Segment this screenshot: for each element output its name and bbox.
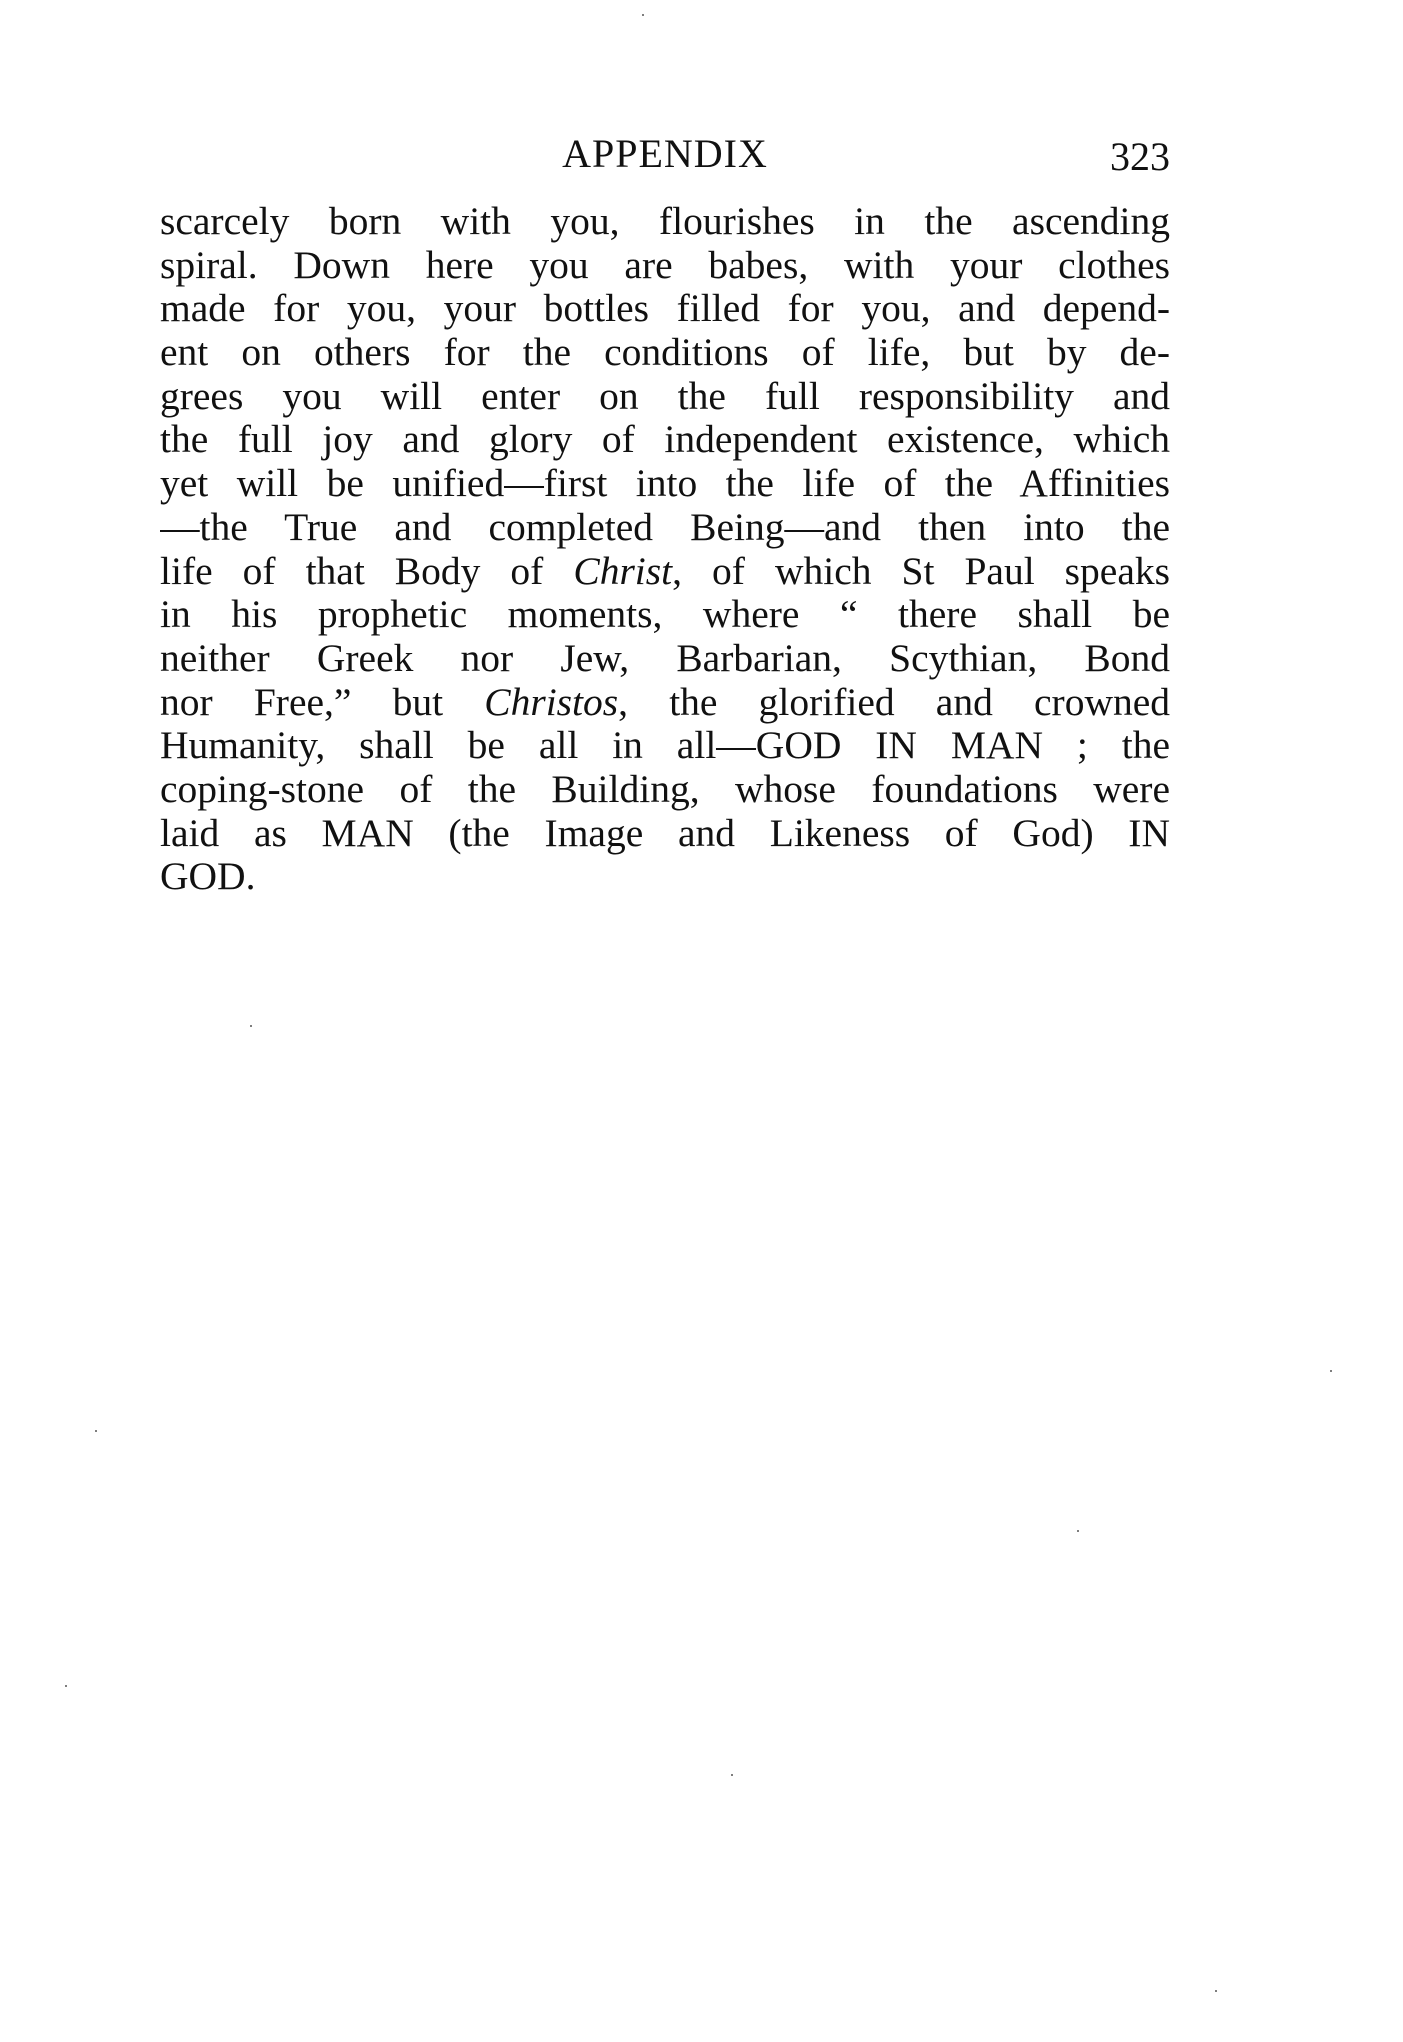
text-line: spiral. Down here you are babes, with your clothes [160, 243, 1170, 287]
text-line: the full joy and glory of independent existence, which [160, 418, 1170, 462]
text-line: laid as MAN (the Image and Likeness of God) IN [160, 811, 1170, 855]
text-line: nor Free,” but Christos, the glorified and crowned [160, 680, 1170, 724]
scan-speck [250, 1025, 252, 1027]
text-line: yet will be unified—first into the life of the Affinities [160, 462, 1170, 506]
text-line: ent on others for the conditions of life, but by de- [160, 331, 1170, 375]
text-line: neither Greek nor Jew, Barbarian, Scythian, Bond [160, 636, 1170, 680]
running-title: APPENDIX [562, 131, 768, 176]
text-line: coping-stone of the Building, whose foundations were [160, 767, 1170, 811]
text-line: life of that Body of Christ, of which St Paul speaks [160, 549, 1170, 593]
text-line: —the True and completed Being—and then into the [160, 505, 1170, 549]
scan-speck [731, 1774, 733, 1776]
scan-speck [1077, 1530, 1079, 1532]
body-paragraph [160, 200, 1170, 899]
text-line: scarcely born with you, flourishes in the ascending [160, 200, 1170, 243]
italic-term: Christ [573, 549, 673, 593]
text-line: grees you will enter on the full responsibility and [160, 374, 1170, 418]
scan-speck [642, 14, 644, 16]
running-head [160, 128, 1170, 180]
scan-speck [1330, 1370, 1332, 1372]
page-number: 323 [1110, 134, 1170, 179]
text-line: GOD. [160, 855, 256, 899]
italic-term: Christos [484, 680, 619, 724]
text-line: made for you, your bottles filled for you, and depend- [160, 287, 1170, 331]
scan-speck [65, 1685, 67, 1687]
scan-speck [95, 1430, 97, 1432]
text-line: Humanity, shall be all in all—GOD IN MAN ; the [160, 724, 1170, 768]
text-line: in his prophetic moments, where “ there shall be [160, 593, 1170, 637]
scan-speck [1215, 1990, 1217, 1992]
